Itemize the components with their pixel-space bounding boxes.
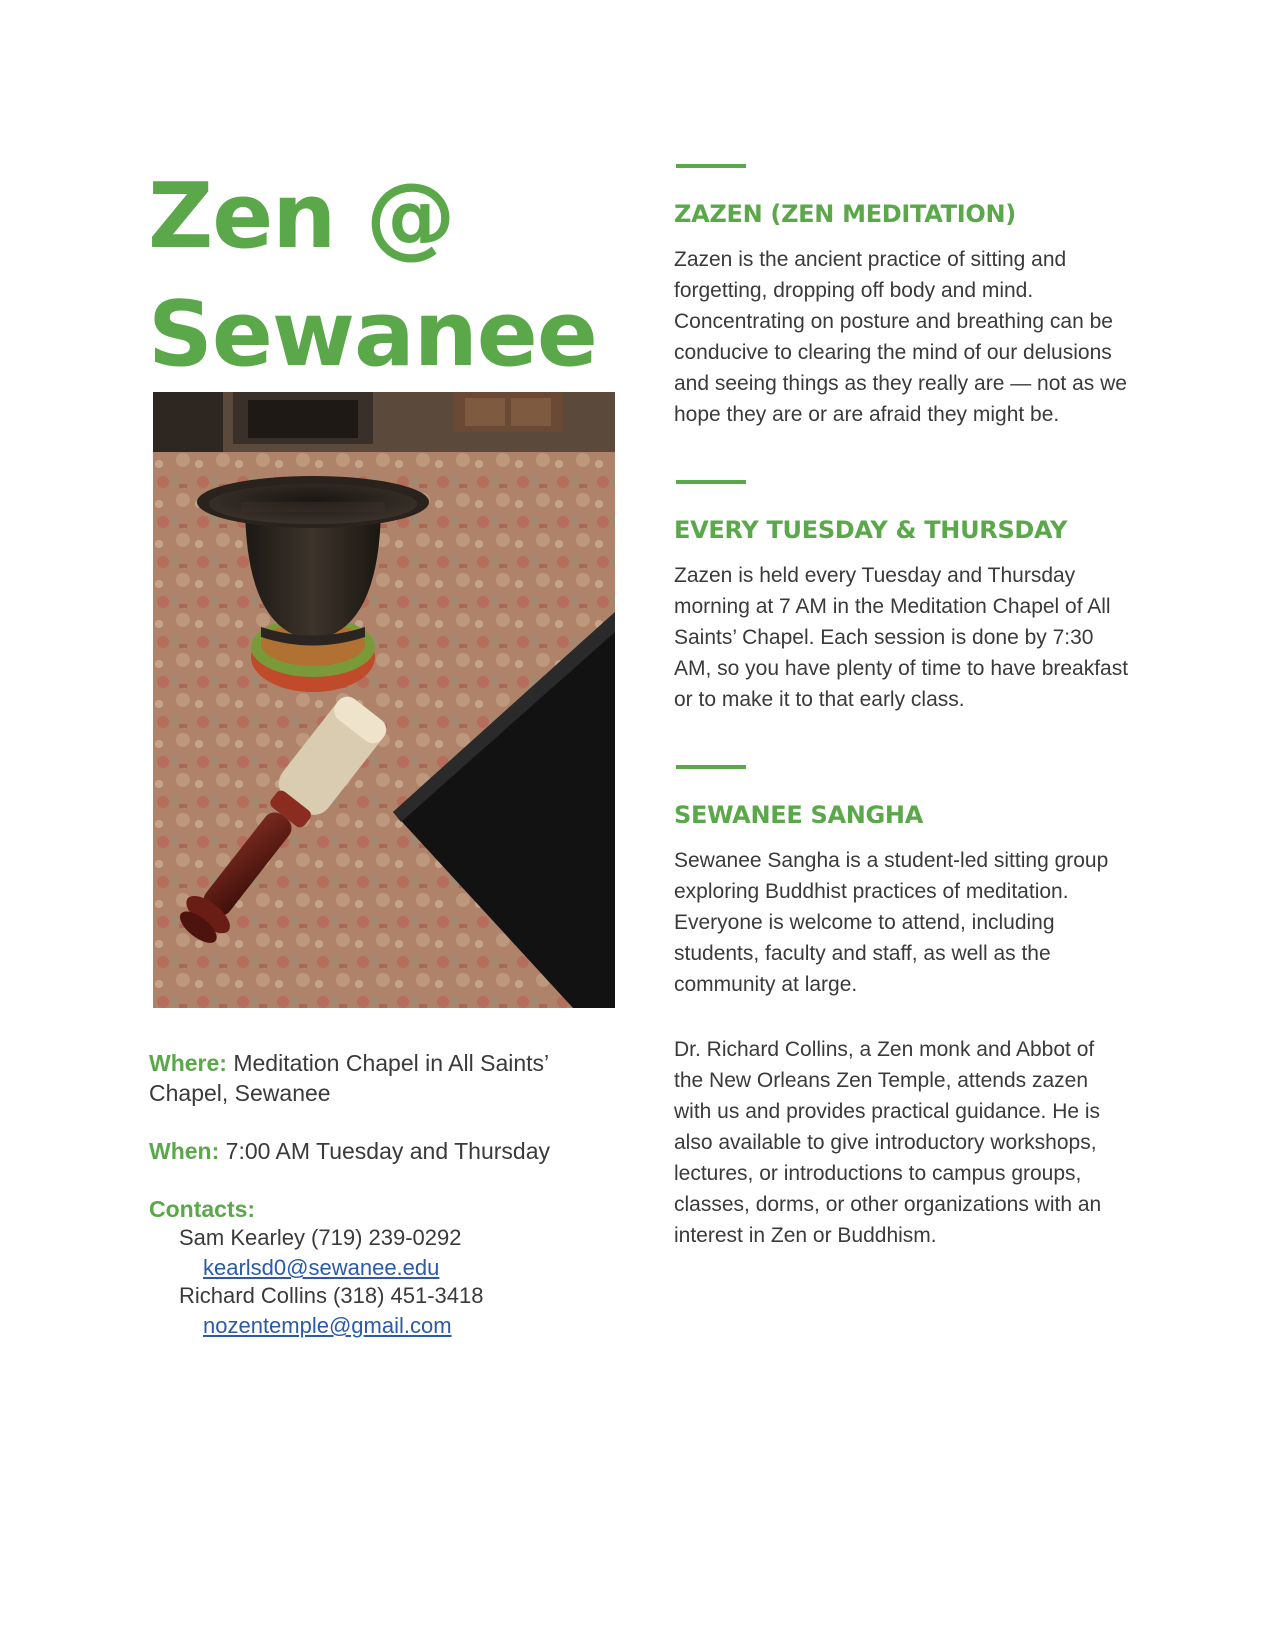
section-heading: EVERY TUESDAY & THURSDAY (674, 516, 1068, 544)
title-line-1: Zen @ (148, 164, 455, 269)
section-zazen (674, 164, 1129, 430)
right-column (674, 164, 1129, 1301)
section-heading: ZAZEN (ZEN MEDITATION) (674, 200, 1016, 228)
contact-name-2: Richard Collins (318) 451-3418 (179, 1283, 484, 1308)
section-divider (676, 164, 746, 168)
section-sangha (674, 765, 1129, 1251)
singing-bowl-photo (153, 392, 615, 1008)
section-schedule (674, 480, 1129, 715)
section-divider (676, 480, 746, 484)
where-label: Where: (149, 1050, 227, 1076)
section-paragraph: Sewanee Sangha is a student-led sitting group exploring Buddhist practices of meditation. Everyone is welcome to attend, including students, faculty and staff, as well as the community at large. (674, 849, 1109, 996)
page-title (148, 158, 597, 394)
section-heading: SEWANEE SANGHA (674, 801, 923, 829)
photo-illustration (153, 392, 615, 1008)
contacts-label: Contacts: (149, 1196, 256, 1222)
section-paragraph: Dr. Richard Collins, a Zen monk and Abbot of the New Orleans Zen Temple, attends zazen with us and provides practical guidance. He is also available to give introductory workshops, lectures, or introductions to campus groups, classes, dorms, or other organizations with an interest in Zen or Buddhism. (674, 1038, 1102, 1247)
contact-name-1: Sam Kearley (719) 239-0292 (179, 1225, 462, 1250)
where-value: Meditation Chapel in All Saints’ Chapel, Sewanee (149, 1050, 549, 1106)
contact-email-link-2[interactable]: nozentemple@gmail.com (203, 1313, 452, 1338)
event-info (149, 1048, 609, 1340)
when-value: 7:00 AM Tuesday and Thursday (219, 1138, 550, 1164)
title-line-2: Sewanee (148, 282, 597, 387)
section-paragraph: Zazen is held every Tuesday and Thursday morning at 7 AM in the Meditation Chapel of All Saints’ Chapel. Each session is done by 7:30 AM, so you have plenty of time to have breakfast or to make it to that early class. (674, 564, 1129, 711)
when-label: When: (149, 1138, 220, 1164)
where-line (149, 1048, 609, 1108)
section-divider (676, 765, 746, 769)
when-line (149, 1136, 609, 1166)
contact-email-link-1[interactable]: kearlsd0@sewanee.edu (203, 1255, 440, 1280)
section-paragraph: Zazen is the ancient practice of sitting and forgetting, dropping off body and mind. Concentrating on posture and breathing can be conducive to clearing the mind of our delusions and seeing things as they really are — not as we hope they are or are afraid they might be. (674, 248, 1127, 426)
